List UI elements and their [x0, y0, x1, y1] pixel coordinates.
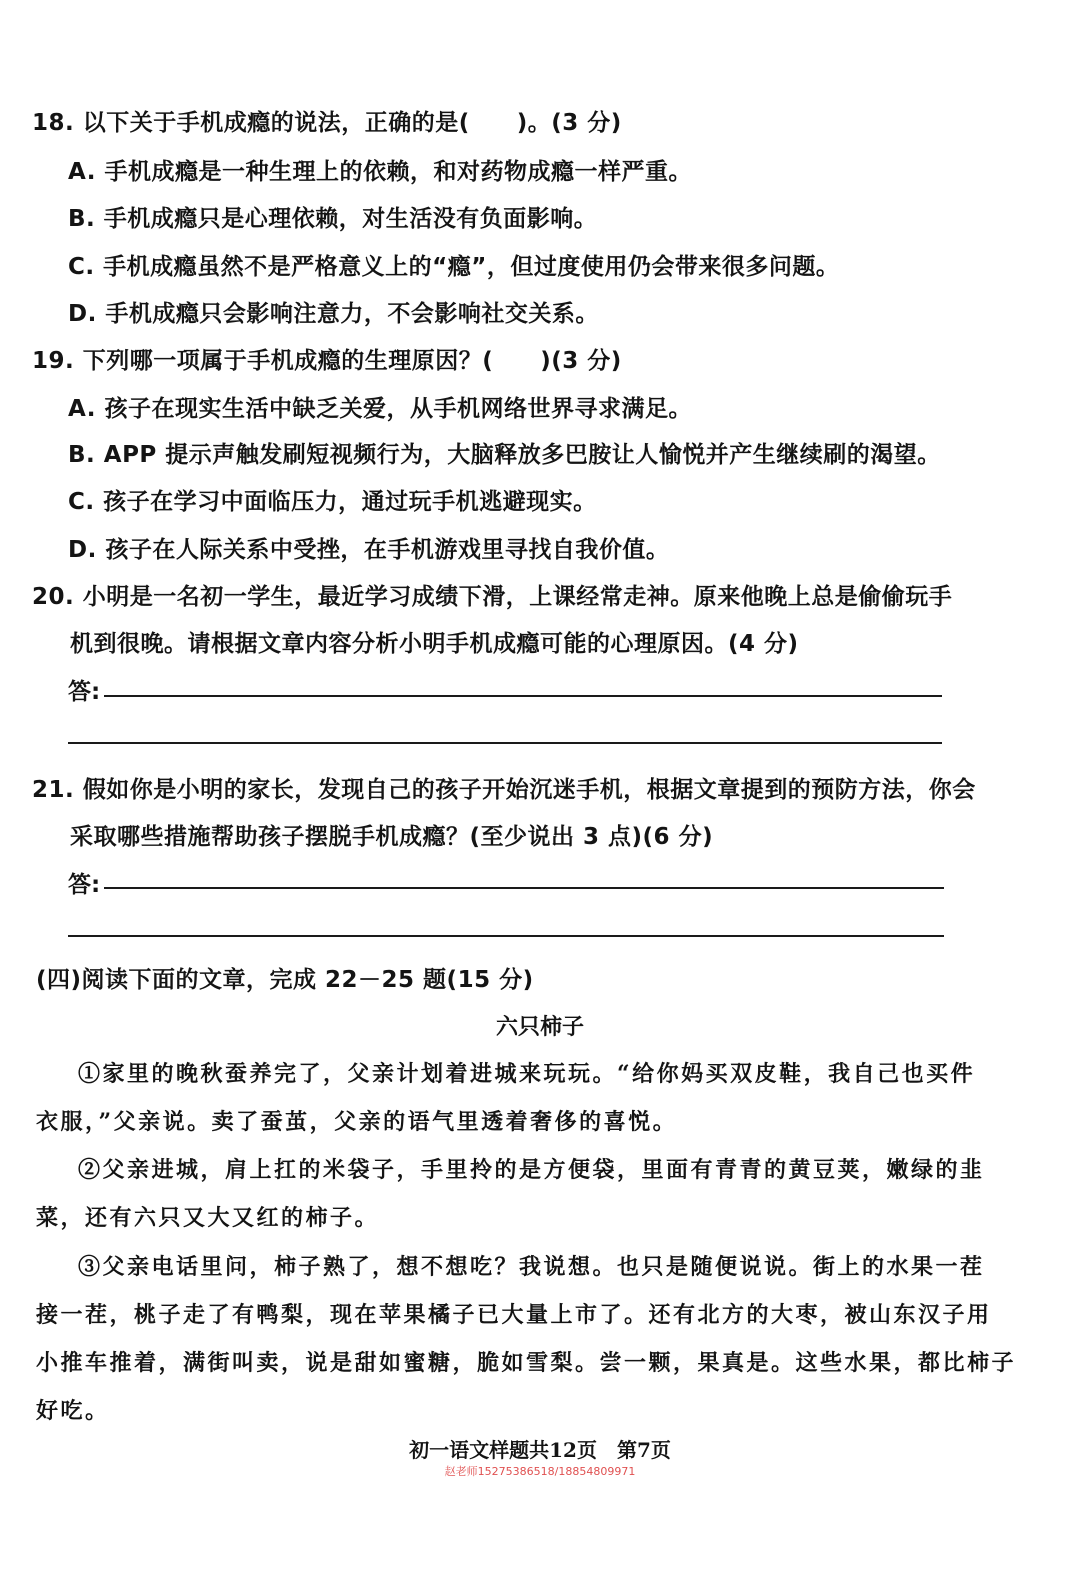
- q21-answer-line-1[interactable]: [104, 887, 944, 889]
- q18-stem: 18. 以下关于手机成瘾的说法，正确的是( )。(3 分): [32, 110, 622, 136]
- article-line: 好吃。: [36, 1398, 110, 1424]
- q19-stem: 19. 下列哪一项属于手机成瘾的生理原因？( )(3 分): [32, 348, 622, 374]
- article-line: 小推车推着，满街叫卖，说是甜如蜜糖，脆如雪梨。尝一颗，果真是。这些水果，都比柿子: [36, 1350, 1017, 1376]
- article-line: 接一茬，桃子走了有鸭梨，现在苹果橘子已大量上市了。还有北方的大枣，被山东汉子用: [36, 1302, 992, 1328]
- q21-answer-label: 答:: [68, 872, 101, 898]
- q18-option-a: A. 手机成瘾是一种生理上的依赖，和对药物成瘾一样严重。: [68, 159, 692, 185]
- q21-stem-line1: 21. 假如你是小明的家长，发现自己的孩子开始沉迷手机，根据文章提到的预防方法，你会: [32, 777, 976, 803]
- article-line: ①家里的晚秋蚕养完了，父亲计划着进城来玩玩。“给你妈买双皮鞋，我自己也买件: [78, 1061, 976, 1087]
- q19-option-d: D. 孩子在人际关系中受挫，在手机游戏里寻找自我价值。: [68, 537, 670, 563]
- page-footer: 初一语文样题共12页 第7页: [409, 1438, 671, 1462]
- section-heading: (四)阅读下面的文章，完成 22－25 题(15 分): [36, 967, 534, 993]
- article-line: ③父亲电话里问，柿子熟了，想不想吃？我说想。也只是随便说说。街上的水果一茬: [78, 1254, 985, 1280]
- q18-option-b: B. 手机成瘾只是心理依赖，对生活没有负面影响。: [68, 206, 598, 232]
- q18-option-c: C. 手机成瘾虽然不是严格意义上的“瘾”，但过度使用仍会带来很多问题。: [68, 254, 840, 280]
- q19-option-b: B. APP 提示声触发刷短视频行为，大脑释放多巴胺让人愉悦并产生继续刷的渴望。: [68, 442, 941, 468]
- q20-stem-line2: 机到很晚。请根据文章内容分析小明手机成瘾可能的心理原因。(4 分): [70, 631, 799, 657]
- q20-stem-line1: 20. 小明是一名初一学生，最近学习成绩下滑，上课经常走神。原来他晚上总是偷偷玩手: [32, 584, 953, 610]
- q21-answer-line-2[interactable]: [68, 935, 944, 937]
- q20-answer-label: 答:: [68, 679, 101, 705]
- q19-option-a: A. 孩子在现实生活中缺乏关爱，从手机网络世界寻求满足。: [68, 396, 692, 422]
- q18-option-d: D. 手机成瘾只会影响注意力，不会影响社交关系。: [68, 301, 599, 327]
- watermark-text: 赵老师15275386518/18854809971: [444, 1465, 636, 1478]
- article-line: 菜，还有六只又大又红的柿子。: [36, 1205, 380, 1231]
- article-line: ②父亲进城，肩上扛的米袋子，手里拎的是方便袋，里面有青青的黄豆荚，嫩绿的韭: [78, 1157, 985, 1183]
- q20-answer-line-1[interactable]: [104, 695, 942, 697]
- q21-stem-line2: 采取哪些措施帮助孩子摆脱手机成瘾？(至少说出 3 点)(6 分): [70, 824, 714, 850]
- article-title: 六只柿子: [495, 1015, 584, 1040]
- article-line: 衣服，”父亲说。卖了蚕茧，父亲的语气里透着奢侈的喜悦。: [36, 1109, 678, 1135]
- q19-option-c: C. 孩子在学习中面临压力，通过玩手机逃避现实。: [68, 489, 597, 515]
- q20-answer-line-2[interactable]: [68, 742, 942, 744]
